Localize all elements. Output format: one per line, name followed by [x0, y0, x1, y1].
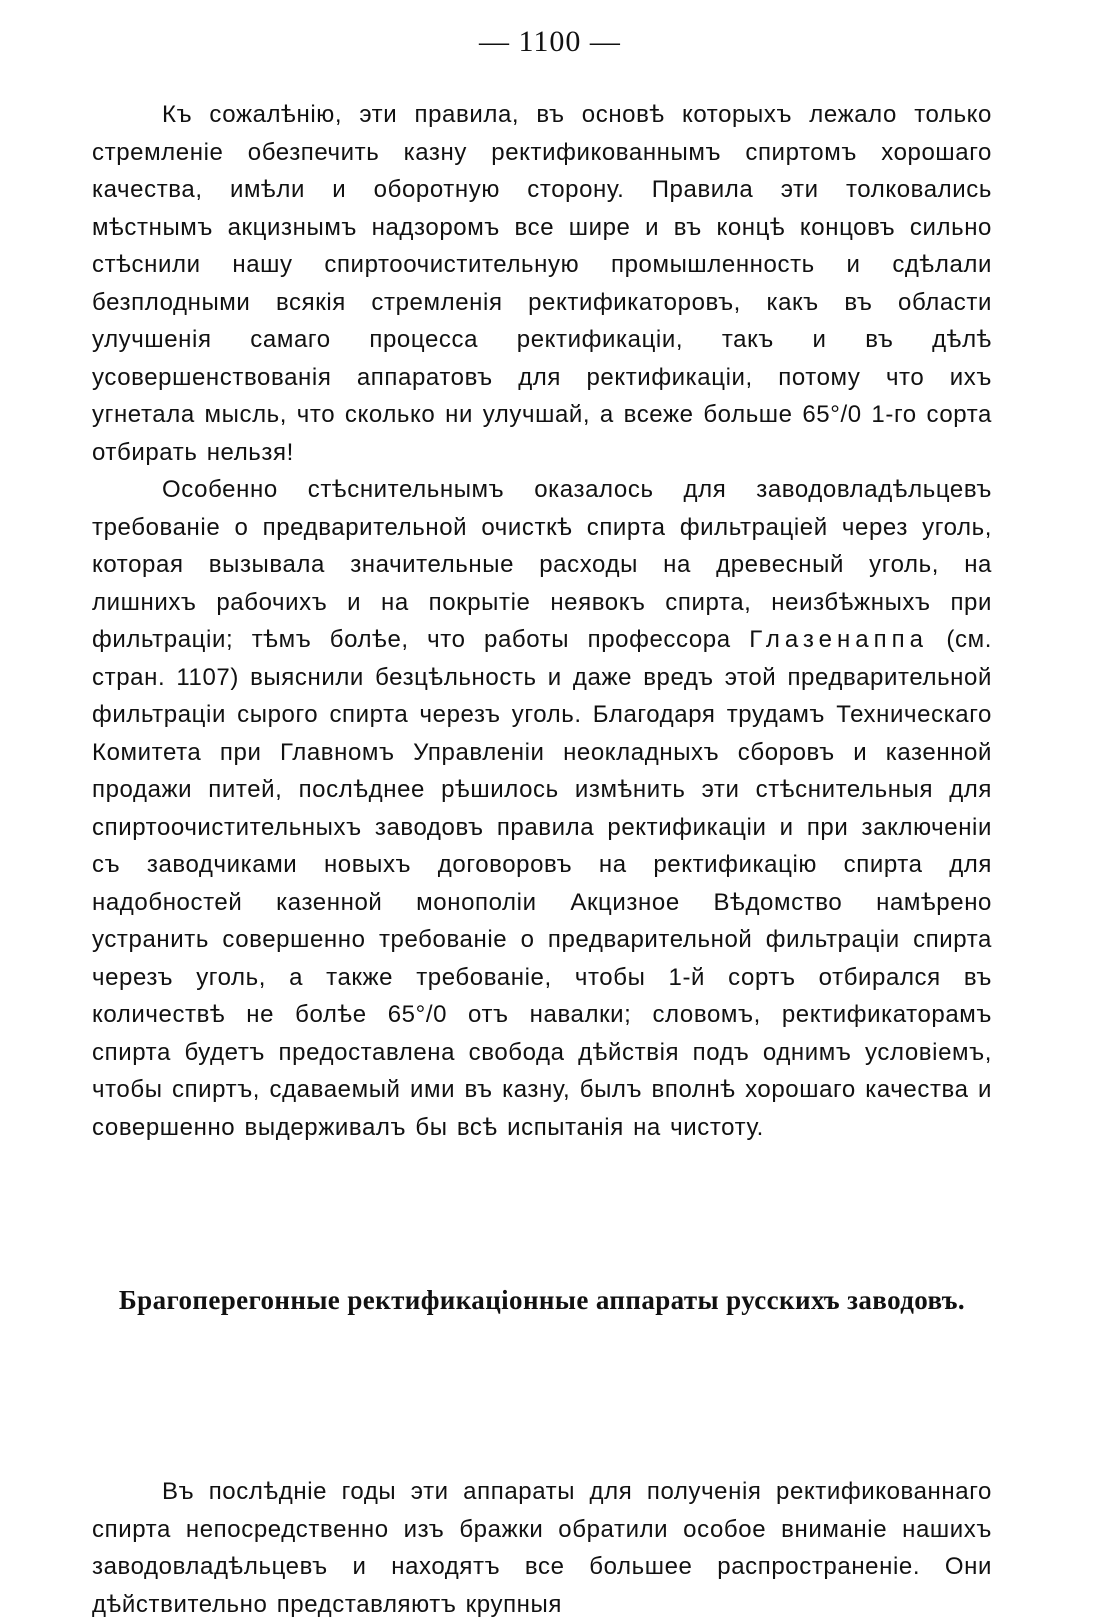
paragraph-2-part-1: Особенно стѣснительнымъ оказалось для заводовладѣльцевъ требованіе о предварительной очисткѣ спирта фильтраціей через уголь, которая вызывала значительные расходы на древесный уголь, на лишнихъ рабочихъ и на покрытіе неявокъ спирта, неизбѣжныхъ при фильтраціи; тѣмъ болѣе, что работы профессора — [92, 476, 992, 653]
main-text-block — [92, 96, 992, 1146]
section-heading: Брагоперегонные ректификаціонные аппараты русскихъ заводовъ. — [118, 1285, 966, 1315]
section-text-block — [92, 1473, 992, 1623]
paragraph-3: Въ послѣдніе годы эти аппараты для полученія ректификованнаго спирта непосредственно изъ бражки обратили особое вниманіе нашихъ заводовладѣльцевъ и находятъ все большее распространеніе. Они дѣйствительно представляютъ крупныя — [92, 1478, 992, 1618]
paragraph-2-part-2: (см. стран. 1107) выяснили безцѣльность и даже вредъ этой предварительной фильтраціи сырого спирта черезъ уголь. Благодаря трудамъ Техническаго Комитета при Главномъ Управленіи неокладныхъ сборовъ и казенной продажи питей, послѣднее рѣшилось измѣнить эти стѣснительныя для спиртоочистительныхъ заводовъ правила ректификаціи и при заключеніи съ заводчиками новыхъ договоровъ на ректификацію спирта для надобностей казенной монополіи Акцизное Вѣдомство намѣрено устранить совершенно требованіе о предварительной фильтраціи спирта черезъ уголь, а также требованіе, чтобы 1-й сортъ отбирался въ количествѣ не болѣе 65°/0 отъ навалки; словомъ, ректификаторамъ спирта будетъ предоставлена свобода дѣйствія подъ однимъ условіемъ, чтобы спиртъ, сдаваемый ими въ казну, былъ вполнѣ хорошаго качества и совершенно выдерживалъ бы всѣ испытанія на чистоту. — [92, 626, 992, 1141]
paragraph-1: Къ сожалѣнію, эти правила, въ основѣ которыхъ лежало только стремленіе обезпечить казну ректификованнымъ спиртомъ хорошаго качества, имѣли и оборотную сторону. Правила эти толковались мѣстнымъ акцизнымъ надзоромъ все шире и въ концѣ концовъ сильно стѣснили нашу спиртоочистительную промышленность и сдѣлали безплодными всякія стремленія ректификаторовъ, какъ въ области улучшенія самаго процесса ректификаціи, такъ и въ дѣлѣ усовершенствованія аппаратовъ для ректификаціи, потому что ихъ угнетала мысль, что сколько ни улучшай, а всеже больше 65°/0 1-го сорта отбирать нельзя! — [92, 101, 992, 466]
paragraph-2 — [92, 471, 992, 1146]
page-number: — 1100 — — [479, 25, 621, 58]
author-name-glazenapp: Глазенаппа — [749, 626, 928, 653]
